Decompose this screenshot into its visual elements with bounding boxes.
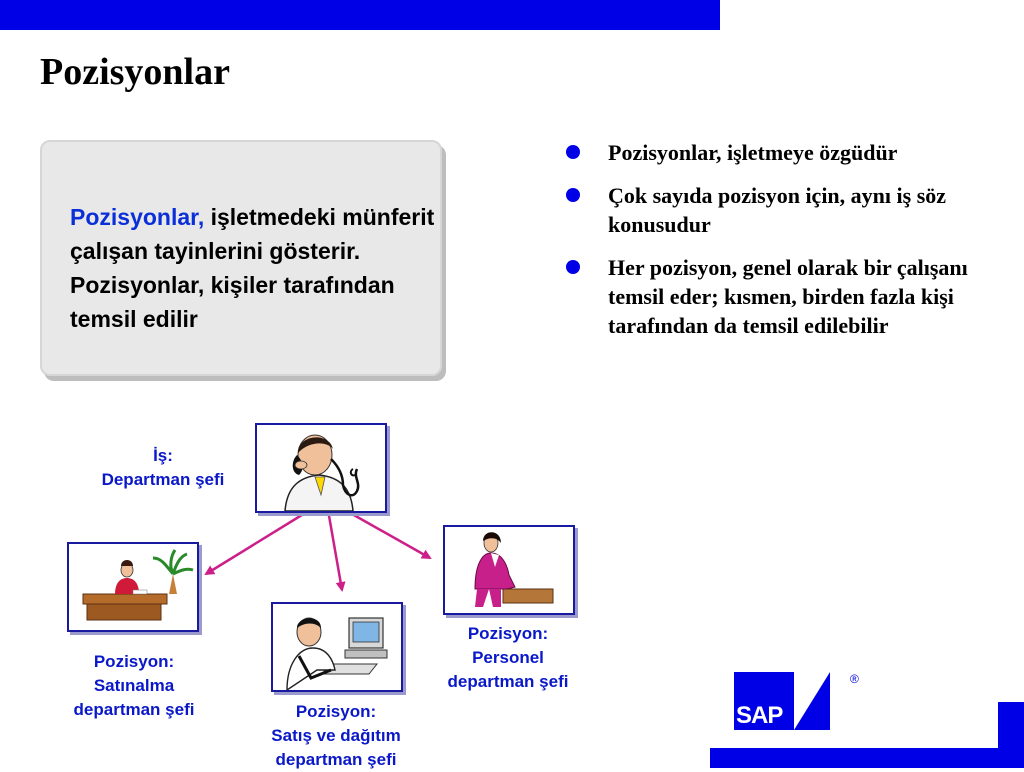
purchasing-label-line1: Pozisyon: <box>93 652 175 671</box>
purchasing-label <box>40 650 228 722</box>
arrow-to-sales <box>328 510 342 590</box>
purchasing-picture <box>67 542 199 632</box>
standing-woman-icon <box>445 527 573 613</box>
sales-label-line1: Pozisyon: <box>295 702 377 721</box>
bullet-text: Pozisyonlar, işletmeye özgüdür <box>608 140 898 165</box>
arrow-to-purchasing <box>206 510 310 574</box>
purchasing-label-line2: Satınalma <box>93 676 175 695</box>
personnel-label-line3: departman şefi <box>447 672 569 691</box>
computer-user-icon <box>273 604 401 690</box>
desk-woman-icon <box>69 544 197 630</box>
job-label <box>60 444 266 492</box>
sales-label-line3: departman şefi <box>275 750 397 769</box>
phone-man-icon <box>257 425 385 511</box>
definition-rest: işletmedeki münferit çalışan tayinlerini gösterir. Pozisyonlar, kişiler tarafından temsil edilir <box>70 204 435 332</box>
sales-label-line2: Satış ve dağıtım <box>271 726 401 745</box>
bullet-text: Çok sayıda pozisyon için, aynı iş söz konusudur <box>608 183 947 237</box>
arrow-to-personnel <box>345 510 430 558</box>
sales-picture <box>271 602 403 692</box>
definition-highlight: Pozisyonlar, <box>70 204 205 230</box>
personnel-label-line1: Pozisyon: <box>467 624 549 643</box>
personnel-label-line2: Personel <box>472 648 544 667</box>
sap-logo-text: SAP <box>736 702 783 729</box>
registered-mark: ® <box>850 672 859 686</box>
footer-accent-bar <box>710 748 1024 768</box>
sales-label <box>238 700 434 772</box>
footer-accent-column <box>998 702 1024 768</box>
personnel-label <box>424 622 592 694</box>
personnel-picture <box>443 525 575 615</box>
sap-logo <box>734 672 830 730</box>
page-title: Pozisyonlar <box>40 51 230 93</box>
bullet-text: Her pozisyon, genel olarak bir çalışanı temsil eder; kısmen, birden fazla kişi tarafından da temsil edilebilir <box>608 255 968 338</box>
job-label-line2: Departman şefi <box>101 470 225 489</box>
job-label-line1: İş: <box>153 446 173 465</box>
job-picture <box>255 423 387 513</box>
purchasing-label-line3: departman şefi <box>73 700 195 719</box>
